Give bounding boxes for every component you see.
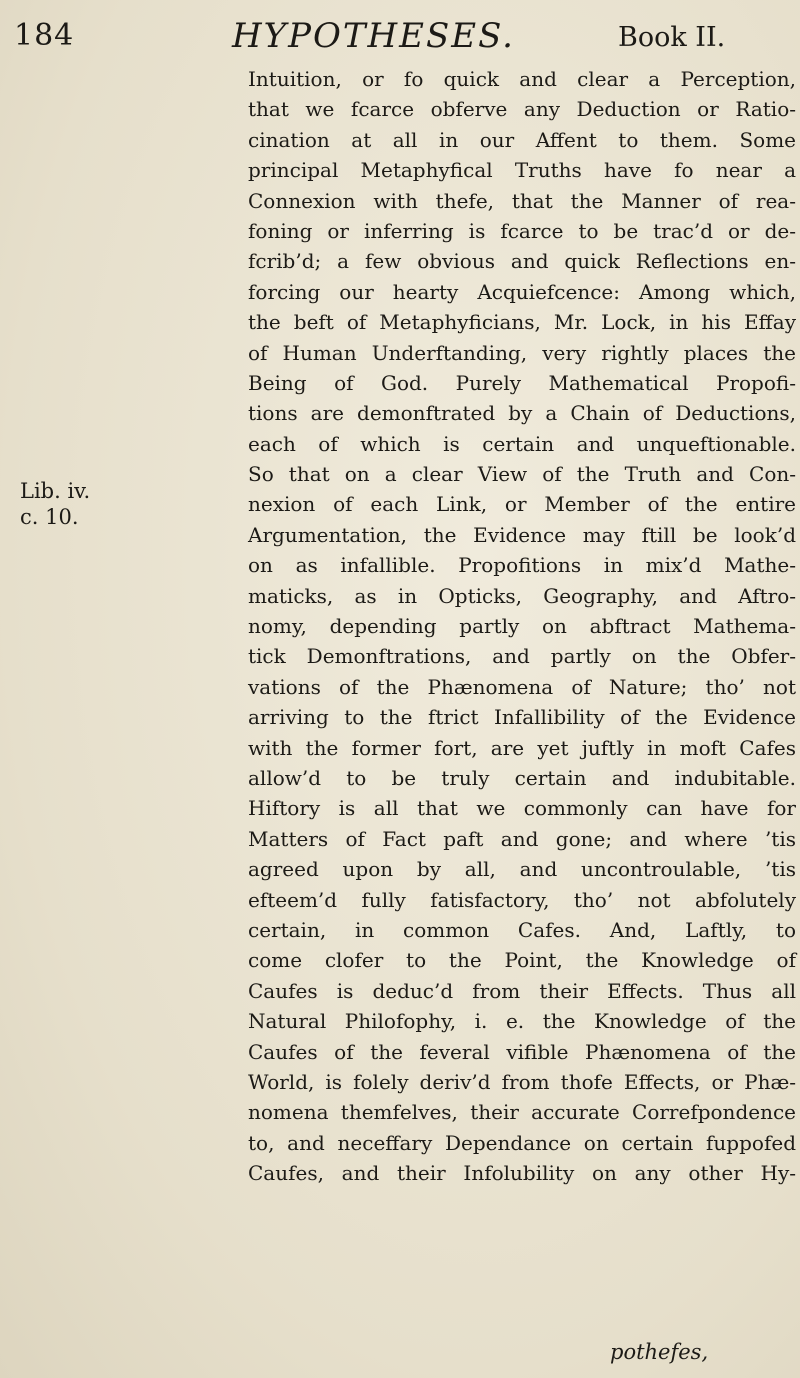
margin-note-line: Lib. iv. bbox=[20, 479, 91, 503]
text-line: cination at all in our Affent to them. Some bbox=[248, 127, 796, 152]
text-line: principal Metaphyfical Truths have fo near a bbox=[248, 158, 796, 183]
catchword: pothefes, bbox=[610, 1340, 709, 1364]
page-number: 184 bbox=[14, 18, 75, 53]
text-line: Being of God. Purely Mathematical Propofi- bbox=[248, 370, 796, 395]
text-line: Matters of Fact paft and gone; and where ’tis bbox=[248, 826, 796, 851]
text-line: each of which is certain and unqueftionable. bbox=[248, 431, 796, 456]
text-line: nomena themfelves, their accurate Correfpondence bbox=[248, 1100, 796, 1125]
text-line: World, is folely deriv’d from thofe Effects, or Phæ- bbox=[248, 1069, 796, 1094]
text-line: agreed upon by all, and uncontroulable, ’tis bbox=[248, 857, 796, 882]
text-line: fcrib’d; a few obvious and quick Reflections en- bbox=[248, 249, 796, 274]
text-line: arriving to the ftrict Infallibility of the Evidence bbox=[248, 705, 796, 730]
text-line: with the former fort, are yet juftly in moft Cafes bbox=[248, 735, 796, 760]
margin-note-line: c. 10. bbox=[20, 505, 79, 529]
text-line: of Human Underftanding, very rightly places the bbox=[248, 340, 796, 365]
margin-note bbox=[20, 478, 90, 530]
running-title: HYPOTHESES. bbox=[232, 16, 515, 56]
text-line: nomy, depending partly on abftract Mathema- bbox=[248, 614, 796, 639]
text-line: nexion of each Link, or Member of the entire bbox=[248, 492, 796, 517]
text-line: tick Demonftrations, and partly on the Obfer- bbox=[248, 644, 796, 669]
text-line: Intuition, or fo quick and clear a Perception, bbox=[248, 67, 796, 91]
text-line: allow’d to be truly certain and indubitable. bbox=[248, 765, 796, 790]
text-line: Caufes, and their Infolubility on any other Hy- bbox=[248, 1161, 796, 1186]
text-line: Argumentation, the Evidence may ftill be look’d bbox=[248, 522, 796, 547]
body-text bbox=[248, 64, 796, 1188]
text-line: the beft of Metaphyficians, Mr. Lock, in his Effay bbox=[248, 310, 796, 335]
text-line: Hiftory is all that we commonly can have for bbox=[248, 796, 796, 821]
text-line: Caufes is deduc’d from their Effects. Thus all bbox=[248, 978, 796, 1003]
text-line: forcing our hearty Acquiefcence: Among which, bbox=[248, 279, 796, 304]
text-line: maticks, as in Opticks, Geography, and Aftro- bbox=[248, 583, 796, 608]
text-line: efteem’d fully fatisfactory, tho’ not abfolutely bbox=[248, 887, 796, 912]
text-line: that we fcarce obferve any Deduction or Ratio- bbox=[248, 97, 796, 122]
text-line: to, and neceffary Dependance on certain fuppofed bbox=[248, 1130, 796, 1155]
book-label: Book II. bbox=[618, 22, 726, 53]
text-line: tions are demonftrated by a Chain of Deductions, bbox=[248, 401, 796, 426]
text-line: on as infallible. Propofitions in mix’d Mathe- bbox=[248, 553, 796, 578]
text-line: vations of the Phænomena of Nature; tho’ not bbox=[248, 674, 796, 699]
text-line: Connexion with thefe, that the Manner of rea- bbox=[248, 188, 796, 213]
text-line: certain, in common Cafes. And, Laftly, to bbox=[248, 917, 796, 942]
text-line: come clofer to the Point, the Knowledge of bbox=[248, 948, 796, 973]
text-line: Caufes of the feveral vifible Phænomena of the bbox=[248, 1039, 796, 1064]
text-line: So that on a clear View of the Truth and Con- bbox=[248, 462, 796, 487]
text-line: foning or inferring is fcarce to be trac’d or de- bbox=[248, 218, 796, 243]
text-line: Natural Philofophy, i. e. the Knowledge of the bbox=[248, 1009, 796, 1034]
